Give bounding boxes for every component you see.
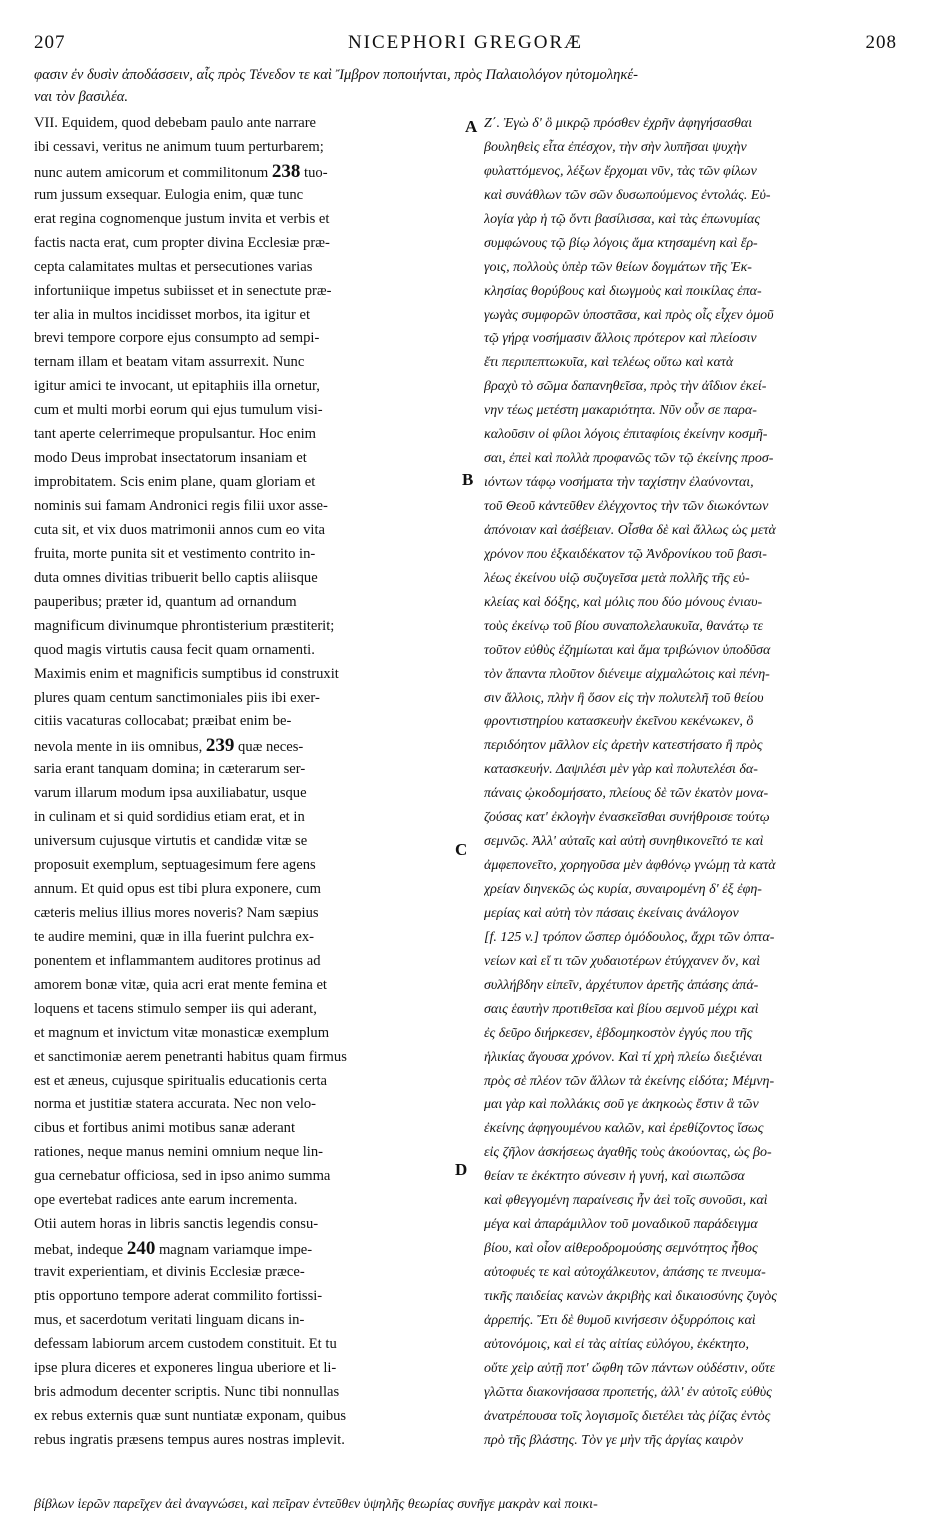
greek-line: ἀνατρέπουσα τοῖς λογισμοῖς διετέλει τὰς ῥίζας ἐντὸς <box>484 1408 771 1424</box>
greek-line: ιόντων τάφῳ νοσήματα τὴν ταχίστην ἐλαύνονται, <box>484 475 754 491</box>
greek-line: σαις ἑαυτὴν προτιθεῖσα καὶ βίου σεμνοῦ μέχρι καὶ <box>484 1001 759 1017</box>
latin-line: annum. Et quid opus est tibi plura exponere, cum <box>34 881 321 897</box>
latin-line: citiis vacaturas collocabat; præibat enim be- <box>34 713 292 730</box>
greek-line: κλησίας θορύβους καὶ διωγμοὺς καὶ ποικίλας ἐπα- <box>484 283 762 299</box>
latin-line: cum et multi morbi eorum qui ejus tumulum visi- <box>34 402 323 419</box>
latin-line: rebus ingratis præsens tempus aures nostras implevit. <box>34 1431 345 1448</box>
greek-line: σαι, ἐπεὶ καὶ πολλὰ προφανῶς τῶν τῷ ἐκείνης προσ- <box>484 451 774 467</box>
greek-line: φροντιστηρίου κατασκευὴν ἐκεῖνου κεκένωκεν, ὃ <box>484 714 754 730</box>
latin-column <box>34 112 460 1453</box>
page-number-right: 208 <box>865 32 897 53</box>
latin-line: cuta sit, et vix duos matrimonii annos cum eo vita <box>34 521 326 538</box>
latin-line: brevi tempore corpore ejus consumpto ad sempi- <box>34 330 320 347</box>
greek-line: φυλαττόμενος, λέξων ἔρχομαι νῦν, τὰς τῶν φίλων <box>484 163 757 179</box>
latin-line: ponentem et inflammantem auditores protinus ad <box>34 952 321 969</box>
margin-letter-c: C <box>455 840 468 859</box>
latin-line: rationes, neque manus nemini omnium neque lin- <box>34 1144 323 1161</box>
greek-line: ἡλικίας ἄγουσα χρόνον. Καὶ τί χρὴ πλείω διεξιέναι <box>484 1049 763 1065</box>
edition-page-marker: 240 <box>126 1238 156 1260</box>
greek-line: πάναις ᾠκοδομήσατο, πλείους δὲ τῶν ἑκατὸν μονα- <box>484 786 769 802</box>
greek-line: κατασκευήν. Δαψιλέσι μὲν γὰρ καὶ πολυτελέσι δα- <box>484 762 758 778</box>
greek-line: βίου, καὶ οἷον αἰθεροδρομούσης σεμνότητος ἦθος <box>484 1241 758 1257</box>
greek-line: τὸν ἅπαντα πλοῦτον διένειμε αἰχμαλώτοις καὶ πένη- <box>484 666 770 682</box>
greek-line: περιδόητον μᾶλλον εἰς ἀρετὴν κατεστήσατο ἢ πρὸς <box>484 738 763 754</box>
greek-line: τικῆς παιδείας κανὼν ἀκριβὴς καὶ δικαιοσύνης ζυγὸς <box>484 1288 777 1304</box>
greek-line: τοῦτον εὐθὺς ἐζημίωται καὶ ἅμα τριβώνιον ὑποδῦσα <box>484 642 771 658</box>
intro-line: ναι τὸν βασιλέα. <box>34 89 129 105</box>
greek-line: πρὸς σὲ πλέον τῶν ἄλλων τὰ ἐκείνης εἰδότα; Μέμνη- <box>484 1073 775 1089</box>
intro-greek-text <box>34 64 897 108</box>
latin-line: VII. Equidem, quod debebam paulo ante narrare <box>34 115 317 131</box>
latin-line: loquens et tacens stimulo semper iis qui aderant, <box>34 1000 317 1017</box>
latin-line: amorem bonæ vitæ, quia acri erat mente femina et <box>34 976 327 993</box>
greek-line: ἀμφεπονεῖτο, χορηγοῦσα μὲν ἀφθόνῳ γνώμῃ τὰ κατὰ <box>484 858 776 874</box>
latin-line: defessam labiorum arcem custodem constituit. Et tu <box>34 1335 337 1352</box>
greek-line: [f. 125 v.] τρόπον ὥσπερ ὁμόδουλος, ἄχρι τῶν ὀπτα- <box>484 929 775 945</box>
margin-letter-d: D <box>455 1160 468 1179</box>
page-header <box>34 32 897 54</box>
greek-line: αὐτοφυές τε καὶ αὐτοχάλκευτον, ἁπάσης τε πνευμα- <box>484 1265 766 1280</box>
latin-line: travit experientiam, et divinis Ecclesiæ præce- <box>34 1264 305 1280</box>
latin-line: proposuit exemplum, septuagesimum fere agens <box>34 857 316 874</box>
latin-line: infortuniique impetus subiisset et in senectute præ- <box>34 282 332 299</box>
greek-line: εἰς ζῆλον ἀσκήσεως ἀγαθῆς τοὺς ἀκούοντας, ὡς βο- <box>484 1145 772 1161</box>
greek-line: τοῦ Θεοῦ κἀντεῦθεν ἐλέγχοντος τὴν τῶν διωκόντων <box>484 499 769 514</box>
margin-letter-b: B <box>462 470 474 489</box>
latin-line: factis nacta erat, cum propter divina Ecclesiæ præ- <box>34 234 330 251</box>
greek-line: Ζ΄. Ἐγὼ δ' ὃ μικρῷ πρόσθεν ἐχρῆν ἀφηγήσασθαι <box>484 116 753 131</box>
latin-line: et sanctimoniæ aerem penetranti habitus quam firmus <box>34 1048 347 1065</box>
latin-line: cæteris melius illius mores noveris? Nam sæpius <box>34 904 319 921</box>
latin-line: nominis sui famam Andronici regis filii uxor asse- <box>34 498 328 514</box>
latin-line: norma et justitiæ statera accurata. Nec non velo- <box>34 1096 317 1113</box>
greek-line: ἀρρεπής. Ἔτι δὲ θυμοῦ κινήσεσιν ὀξυρρόποις καὶ <box>484 1312 756 1328</box>
greek-line: μερίας καὶ αὐτὴ τὸν πάσαις ἐκείναις ἀνάλογον <box>484 905 739 921</box>
greek-line: νην τέως μετέστη μακαριότητα. Νῦν οὖν σε παρα- <box>484 403 757 419</box>
greek-line: μέγα καὶ ἀπαράμιλλον τοῦ μοναδικοῦ παράδειγμα <box>484 1217 758 1233</box>
latin-line: quod magis virtutis causa fecit quam ornamenti. <box>34 641 315 658</box>
latin-line: ibi cessavi, veritus ne animum tuum perturbarem; <box>34 138 324 155</box>
greek-line: βουληθεὶς εἶτα ἐπέσχον, τὴν σὴν λυπῆσαι ψυχὴν <box>484 139 747 155</box>
latin-line: plures quam centum sanctimoniales piis ibi exer- <box>34 689 320 706</box>
latin-line: et magnum et invictum vitæ monasticæ exemplum <box>34 1024 330 1041</box>
greek-line: ζούσας κατ' ἐκλογὴν ἐνασκεῖσθαι συνήθροισε τούτῳ <box>484 810 770 826</box>
greek-line: οὔτε χεὶρ αὐτῇ ποτ' ὤφθη τῶν πάντων οὐδέστιν, οὔτε <box>484 1360 776 1376</box>
latin-line: mus, et sacerdotum veritati linguam dicans in- <box>34 1311 305 1328</box>
latin-line: magnificum divinumque phrontisterium præstiterit; <box>34 617 335 634</box>
greek-line: συμφώνους τῷ βίῳ λόγοις ἅμα κτησαμένη καὶ ἔρ- <box>484 235 758 251</box>
latin-line: tant aperte celerrimeque propulsantur. Hoc enim <box>34 426 317 443</box>
greek-line: γοις, πολλοὺς ὑπὲρ τῶν θείων δογμάτων τῆς Ἐκ- <box>484 259 752 275</box>
latin-line: Maximis enim et magnificis sumptibus id construxit <box>34 665 339 682</box>
running-title: NICEPHORI GREGORÆ <box>347 32 584 53</box>
greek-line: καλοῦσιν οἱ φίλοι λόγοις ἐπιταφίοις ἐκείνην κοσμῆ- <box>484 427 768 443</box>
greek-line: καὶ συνάθλων τῶν σῶν δυσωπούμενος ἐντολάς. Εὐ- <box>484 187 771 203</box>
greek-line: θείαν τε ἐκέκτητο σύνεσιν ἡ γυνή, καὶ σιωπῶσα <box>484 1169 745 1185</box>
latin-line: rum jussum exsequar. Eulogia enim, quæ tunc <box>34 186 304 203</box>
latin-line: Otii autem horas in libris sanctis legendis consu- <box>34 1216 319 1233</box>
latin-line: in culinam et si quid sordidius etiam erat, et in <box>34 809 305 826</box>
latin-line: varum illarum modum ipsa auxiliabatur, usque <box>34 785 307 802</box>
latin-line: nunc autem amicorum et commilitonum 238 tuo- <box>34 160 328 182</box>
greek-line: ἐς δεῦρο διήρκεσεν, ἑβδομηκοστὸν ἐγγύς που τῆς <box>484 1025 753 1041</box>
latin-line: fruita, morte punita sit et vestimento contrito in- <box>34 545 316 562</box>
latin-line: ope evertebat radices ante earum incrementa. <box>34 1192 298 1209</box>
latin-line: ptis opportuno tempore aderat commilito fortissi- <box>34 1287 323 1304</box>
greek-line: πρὸ τῆς βλάστης. Τὸν γε μὴν τῆς ἀργίας καιρὸν <box>484 1432 744 1448</box>
greek-line: αὐτονόμοις, καὶ εἰ τὰς αἰτίας εὐλόγου, ἐκέκτητο, <box>484 1336 750 1352</box>
latin-line: erat regina cognomenque justum invita et verbis et <box>34 210 330 227</box>
latin-line: cibus et fortibus animi motibus sanæ aderant <box>34 1120 296 1137</box>
latin-line: igitur amici te invocant, ut epitaphiis illa ornetur, <box>34 378 320 395</box>
page-footer-line: βίβλων ἱερῶν παρεῖχεν ἀεὶ ἀναγνώσει, καὶ πεῖραν ἐντεῦθεν ὑψηλῆς θεωρίας συνῆγε μακρὰν καὶ ποικι- <box>34 1497 598 1512</box>
latin-line: gua cernebatur officiosa, sed in ipso animo summa <box>34 1168 331 1185</box>
greek-line: σεμνῶς. Ἀλλ' αὐταῖς καὶ αὐτὴ συνηθικονεῖτό τε καὶ <box>484 834 764 850</box>
greek-line: τῷ γήρᾳ νοσήμασιν ἄλλοις πρότερον καὶ πλείοσιν <box>484 331 757 347</box>
latin-line: te audire memini, quæ in illa fuerint pulchra ex- <box>34 928 315 945</box>
greek-line: ἐκείνης ἀφηγουμένου καλῶν, καὶ ἐρεθίζοντος ἴσως <box>484 1121 764 1137</box>
latin-line: ter alia in multos incidisset morbos, ita igitur et <box>34 306 311 323</box>
latin-line: ipse plura diceres et exponeres lingua uberiore et li- <box>34 1359 337 1376</box>
latin-line: mebat, indeque 240 magnam variamque impe- <box>34 1238 313 1260</box>
greek-line: συλλήβδην εἰπεῖν, ἀρχέτυπον ἀρετῆς ἁπάσης ἁπά- <box>484 977 759 993</box>
greek-line: λέως ἐκείνου υἱῷ συζυγεῖσα μετὰ πολλῆς τῆς εὐ- <box>484 570 750 586</box>
latin-line: pauperibus; præter id, quantum ad ornandum <box>34 593 297 610</box>
greek-line: ἔτι περιπεπτωκυῖα, καὶ τελέως οὕτω καὶ κατὰ <box>484 355 734 371</box>
greek-line: χρόνον που ἑξκαιδέκατον τῷ Ἀνδρονίκου τοῦ βασι- <box>484 546 767 562</box>
greek-column <box>484 112 900 1453</box>
latin-line: est et æneus, cujusque spiritualis educationis certa <box>34 1072 328 1089</box>
greek-line: σιν ἄλλοις, πλὴν ἢ ὅσον εἰς τὴν πολυτελῆ τοῦ θείου <box>484 690 764 706</box>
greek-line: λογία γὰρ ἡ τῷ ὄντι βασίλισσα, καὶ τὰς ἐπωνυμίας <box>484 211 761 227</box>
edition-page-marker: 239 <box>205 735 235 757</box>
greek-line: χρείαν διηνεκῶς ὡς κυρία, συναιρομένη δ' ἐξ ἐφη- <box>484 882 762 897</box>
greek-line: νείων καὶ εἴ τι τῶν χυδαιοτέρων ἐτύγχανεν ὄν, καὶ <box>484 953 761 969</box>
intro-line: φασιν ἐν δυσὶν ἀποδάσσειν, αἷς πρὸς Τένεδον τε καὶ Ἴμβρον ποποιήνται, πρὸς Παλαιολόγον ηὐτομοληκέ- <box>34 67 639 83</box>
edition-page-marker: 238 <box>271 160 301 182</box>
greek-line: καὶ φθεγγομένη παραίνεσις ἦν ἀεὶ τοῖς συνοῦσι, καὶ <box>484 1193 768 1209</box>
latin-line: universum cujusque virtutis et candidæ vitæ se <box>34 833 308 850</box>
greek-line: γλῶττα διακονήσασα προπετής, ἀλλ' ἐν αὐτοῖς εὐθὺς <box>484 1384 772 1400</box>
latin-line: saria erant tanquam domina; in cæterarum ser- <box>34 761 306 778</box>
greek-line: ἀπόνοιαν καὶ ἀσέβειαν. Οἶσθα δὲ καὶ ἄλλως ὡς μετὰ <box>484 522 776 538</box>
latin-line: improbitatem. Scis enim plane, quam gloriam et <box>34 474 316 491</box>
greek-line: γωγὰς συμφορῶν ὑποστᾶσα, καὶ πρὸς οἷς εἶχεν ὁμοῦ <box>484 307 774 323</box>
greek-line: κλείας καὶ δόξης, καὶ μόλις που δύο μόνους ἐνιαυ- <box>484 594 763 610</box>
margin-letter-a: A <box>465 117 478 136</box>
latin-line: bris admodum decenter scriptis. Nunc tibi nonnullas <box>34 1383 340 1400</box>
latin-line: modo Deus improbat insectatorum insaniam et <box>34 450 307 467</box>
page-number-left: 207 <box>34 32 66 53</box>
latin-line: nevola mente in iis omnibus, 239 quæ neces- <box>34 735 304 757</box>
latin-line: ternam illam et beatam vitam assurrexit. Nunc <box>34 354 305 371</box>
latin-line: ex rebus externis quæ sunt nuntiatæ exponam, quibus <box>34 1407 347 1424</box>
greek-line: μαι γὰρ καὶ πολλάκις σοῦ γε ἀκηκοὼς ἔστιν ἃ τῶν <box>484 1097 759 1113</box>
latin-line: cepta calamitates multas et persecutiones varias <box>34 258 313 275</box>
greek-line: τοὺς ἐκείνῳ τοῦ βίου συναπολελαυκυῖα, θανάτῳ τε <box>484 618 764 634</box>
greek-line: βραχὺ τὸ σῶμα δαπανηθεῖσα, πρὸς τὴν ἀΐδιον ἐκεί- <box>484 379 767 395</box>
latin-line: duta omnes divitias tribuerit bello captis aliisque <box>34 569 318 586</box>
